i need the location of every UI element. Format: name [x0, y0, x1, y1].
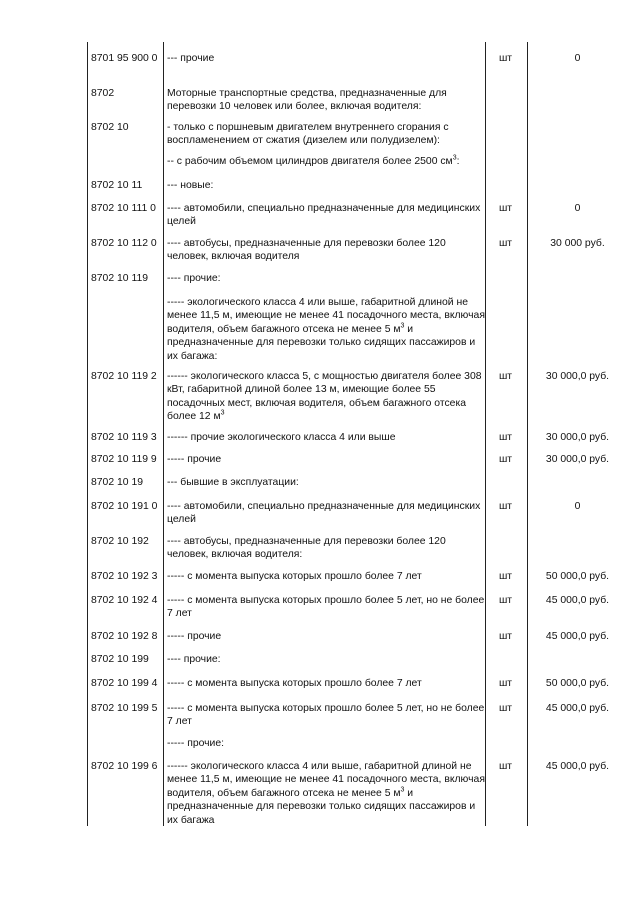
unit-superscript: 3: [452, 154, 457, 162]
tariff-code: 8702 10 199 6: [91, 761, 158, 772]
goods-description: [167, 737, 485, 750]
goods-description: [167, 535, 485, 562]
goods-description: [167, 702, 485, 729]
duty-rate: 45 000,0 руб.: [545, 631, 610, 642]
tariff-code: 8702 10 191 0: [91, 501, 158, 512]
column-border: [87, 42, 88, 826]
description-text: - только с поршневым двигателем внутреннего сгорания с воспламенением от сжатия (дизелем или полудизелем):: [167, 122, 449, 147]
description-text: ---- автобусы, предназначенные для перевозки более 120 человек, включая водителя: [167, 238, 446, 263]
unit-of-measure: шт: [498, 703, 513, 714]
goods-description: [167, 87, 485, 114]
goods-description: [167, 677, 485, 690]
tariff-code: 8702 10: [91, 122, 129, 133]
duty-rate: 45 000,0 руб.: [545, 703, 610, 714]
tariff-code: 8702 10 11: [91, 180, 143, 191]
tariff-code: 8701 95 900 0: [91, 53, 158, 64]
duty-rate: 30 000,0 руб.: [545, 432, 610, 443]
goods-description: [167, 237, 485, 264]
unit-of-measure: шт: [498, 371, 513, 382]
goods-description: [167, 630, 485, 643]
duty-rate: 45 000,0 руб.: [545, 595, 610, 606]
goods-description: [167, 202, 485, 229]
description-text: ----- экологического класса 4 или выше, габаритной длиной не менее 11,5 м, имеющие не менее 41 посадочного места, включая водителя, объем багажного отсека не менее 5 м: [167, 297, 485, 335]
tariff-code: 8702 10 119: [91, 273, 149, 284]
tariff-code: 8702 10 112 0: [91, 238, 157, 249]
description-text: ------ экологического класса 4 или выше, габаритной длиной не менее 11,5 м, имеющие не менее 41 посадочного места, включая водителя, объем багажного отсека не менее 5 м: [167, 761, 485, 799]
duty-rate: 50 000,0 руб.: [545, 571, 610, 582]
description-text: -- с рабочим объемом цилиндров двигателя более 2500 см: [167, 156, 453, 167]
unit-of-measure: шт: [498, 678, 513, 689]
unit-of-measure: шт: [498, 595, 513, 606]
duty-rate: 0: [574, 203, 581, 214]
description-text: ------ прочие экологического класса 4 или выше: [167, 432, 396, 443]
description-text: ----- с момента выпуска которых прошло более 7 лет: [167, 571, 422, 582]
unit-superscript: 3: [400, 322, 405, 330]
description-text: --- новые:: [167, 180, 214, 191]
tariff-code: 8702 10 119 9: [91, 454, 157, 465]
unit-of-measure: шт: [498, 203, 513, 214]
goods-description: [167, 272, 485, 285]
unit-of-measure: шт: [498, 571, 513, 582]
unit-superscript: 3: [400, 786, 405, 794]
unit-of-measure: шт: [498, 53, 513, 64]
tariff-code: 8702 10 199 4: [91, 678, 158, 689]
duty-rate: 30 000,0 руб.: [545, 454, 610, 465]
unit-superscript: 3: [220, 409, 225, 417]
description-tail: и предназначенные для перевозки только сидящих пассажиров и их багажа: [167, 787, 476, 826]
goods-description: [167, 155, 485, 168]
tariff-code: 8702 10 19: [91, 477, 144, 488]
unit-of-measure: шт: [498, 631, 513, 642]
tariff-code: 8702 10 119 3: [91, 432, 157, 443]
description-text: ----- прочие: [167, 631, 222, 642]
goods-description: [167, 570, 485, 583]
description-text: ----- прочие:: [167, 738, 225, 749]
goods-description: [167, 500, 485, 527]
unit-of-measure: шт: [498, 238, 513, 249]
unit-of-measure: шт: [498, 432, 513, 443]
goods-description: [167, 594, 485, 621]
description-text: ----- с момента выпуска которых прошло более 5 лет, но не более 7 лет: [167, 703, 485, 728]
tariff-code: 8702 10 192 8: [91, 631, 158, 642]
tariff-code: 8702 10 192 4: [91, 595, 158, 606]
tariff-code: 8702 10 199: [91, 654, 149, 665]
goods-description: [167, 52, 485, 65]
description-text: ---- автобусы, предназначенные для перевозки более 120 человек, включая водителя:: [167, 536, 446, 561]
duty-rate: 45 000,0 руб.: [545, 761, 610, 772]
unit-of-measure: шт: [498, 501, 513, 512]
duty-rate: 0: [574, 53, 581, 64]
description-tail: :: [456, 156, 460, 167]
goods-description: [167, 453, 485, 466]
description-text: ----- с момента выпуска которых прошло более 7 лет: [167, 678, 422, 689]
duty-rate: 0: [574, 501, 581, 512]
description-text: Моторные транспортные средства, предназначенные для перевозки 10 человек или более, включая водителя:: [167, 88, 447, 113]
unit-of-measure: шт: [498, 761, 513, 772]
tariff-code: 8702 10 192 3: [91, 571, 158, 582]
tariff-code: 8702 10 119 2: [91, 371, 157, 382]
description-text: ----- прочие: [167, 454, 222, 465]
description-text: ------ экологического класса 5, с мощностью двигателя более 308 кВт, габаритной длиной более 13 м, имеющие более 55 посадочных мест, включая водителя, объем багажного отсека более 12 м: [167, 371, 482, 423]
description-text: ---- автомобили, специально предназначенные для медицинских целей: [167, 501, 481, 526]
duty-rate: 30 000 руб.: [550, 238, 605, 249]
description-text: --- прочие: [167, 53, 215, 64]
unit-of-measure: шт: [498, 454, 513, 465]
description-text: ----- с момента выпуска которых прошло более 5 лет, но не более 7 лет: [167, 595, 485, 620]
goods-description: [167, 370, 485, 424]
tariff-code: 8702 10 199 5: [91, 703, 158, 714]
goods-description: [167, 431, 485, 444]
description-tail: и предназначенные для перевозки только сидящих пассажиров и их багажа:: [167, 323, 476, 362]
goods-description: [167, 653, 485, 666]
tariff-code: 8702 10 111 0: [91, 203, 156, 214]
goods-description: [167, 121, 485, 148]
description-text: --- бывшие в эксплуатации:: [167, 477, 299, 488]
tariff-code: 8702: [91, 88, 115, 99]
goods-description: [167, 760, 485, 827]
tariff-table: [87, 42, 628, 826]
tariff-code: 8702 10 192: [91, 536, 149, 547]
description-text: ---- прочие:: [167, 654, 221, 665]
description-text: ---- прочие:: [167, 273, 221, 284]
duty-rate: 50 000,0 руб.: [545, 678, 610, 689]
goods-description: [167, 179, 485, 192]
duty-rate: 30 000,0 руб.: [545, 371, 610, 382]
description-text: ---- автомобили, специально предназначенные для медицинских целей: [167, 203, 481, 228]
goods-description: [167, 476, 485, 489]
goods-description: [167, 296, 485, 363]
